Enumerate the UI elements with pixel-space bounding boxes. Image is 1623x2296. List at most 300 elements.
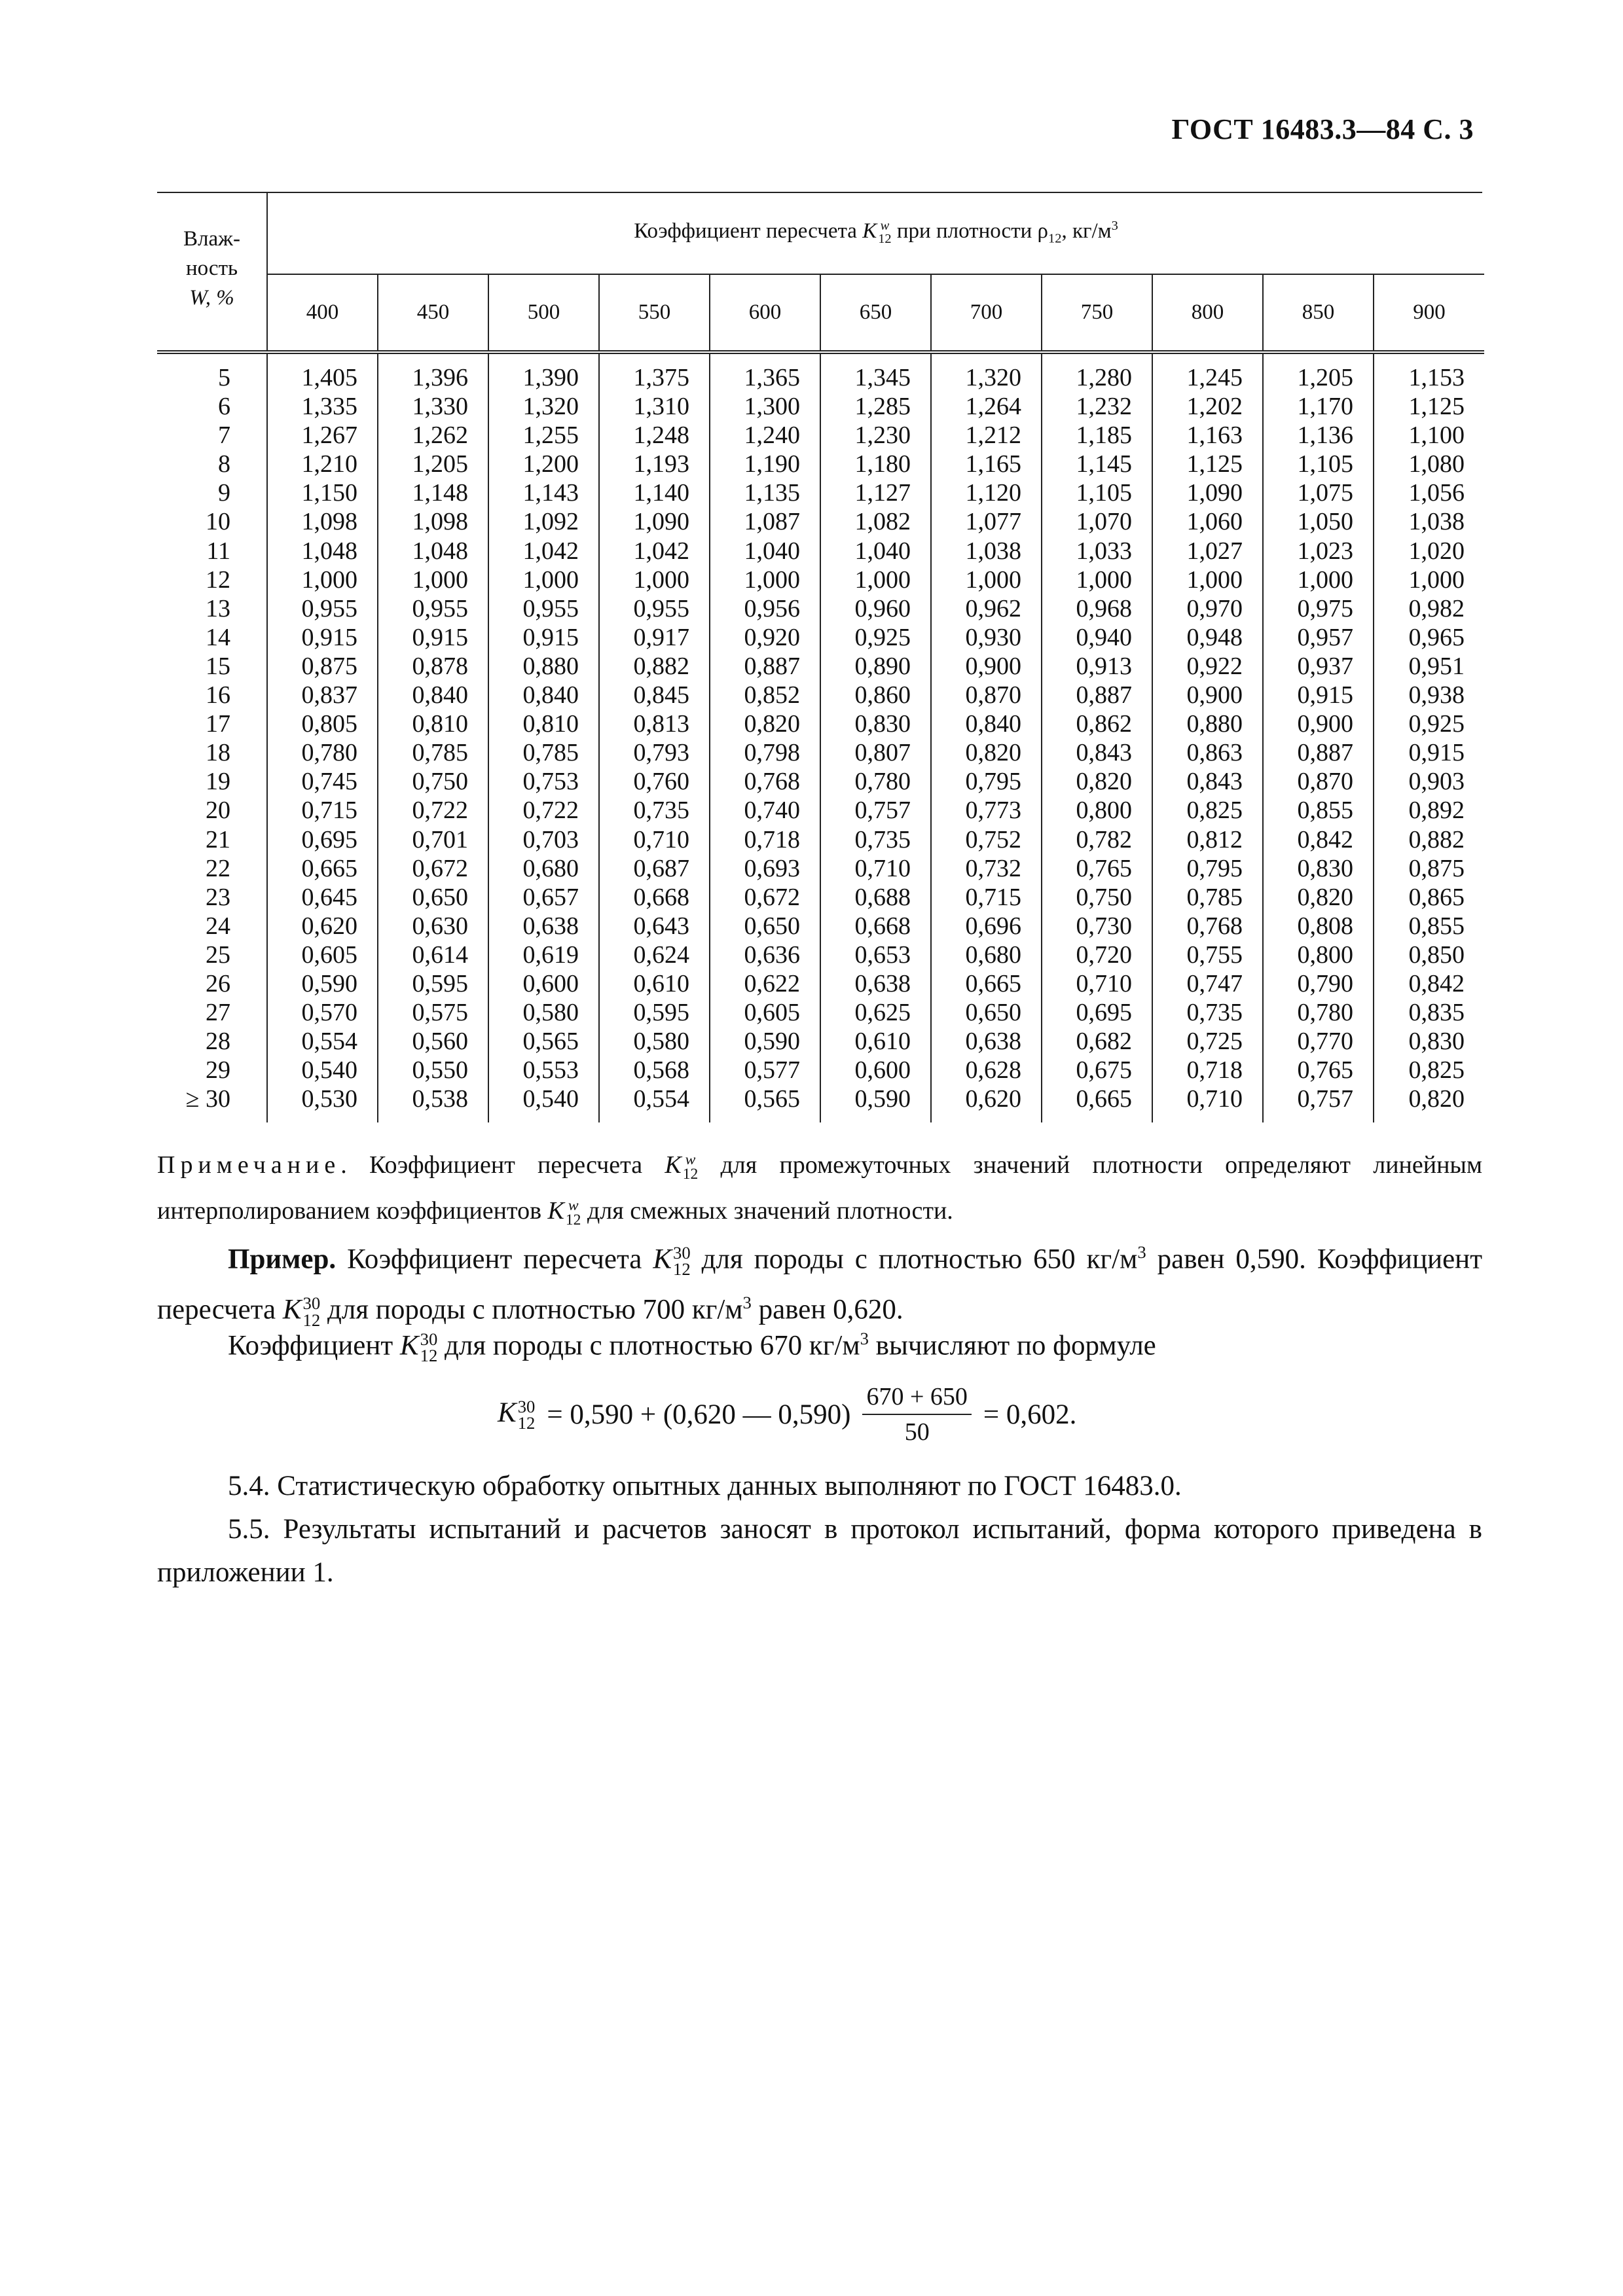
coefficient-cell: 0,915 <box>378 623 488 652</box>
coefficient-cell: 0,710 <box>1152 1085 1263 1122</box>
coefficient-cell: 1,375 <box>599 352 710 392</box>
coefficient-cell: 0,840 <box>931 709 1042 738</box>
moisture-cell: 24 <box>157 912 267 941</box>
moisture-cell: 7 <box>157 421 267 450</box>
table-row <box>157 450 1484 478</box>
coefficient-cell: 1,232 <box>1042 392 1152 421</box>
formula-middle: = 0,590 + (0,620 — 0,590) <box>547 1399 851 1430</box>
coefficient-cell: 1,098 <box>267 507 378 536</box>
coefficient-cell: 0,624 <box>599 941 710 969</box>
coefficient-table <box>157 192 1484 1122</box>
coefficient-cell: 1,000 <box>488 565 599 594</box>
coefficient-cell: 0,780 <box>820 767 931 796</box>
moisture-cell: 9 <box>157 478 267 507</box>
density-header-650: 650 <box>820 274 931 352</box>
moisture-cell: 10 <box>157 507 267 536</box>
coefficient-cell: 0,560 <box>378 1027 488 1056</box>
coefficient-cell: 0,730 <box>1042 912 1152 941</box>
table-row <box>157 767 1484 796</box>
coefficient-cell: 0,580 <box>488 998 599 1027</box>
coefficient-cell: 1,075 <box>1263 478 1374 507</box>
coefficient-cell: 0,740 <box>710 796 820 825</box>
coefficient-cell: 0,665 <box>1042 1085 1152 1122</box>
coefficient-cell: 1,335 <box>267 392 378 421</box>
density-header-550: 550 <box>599 274 710 352</box>
coefficient-cell: 1,023 <box>1263 537 1374 565</box>
coefficient-cell: 0,643 <box>599 912 710 941</box>
coefficient-cell: 1,087 <box>710 507 820 536</box>
coefficient-cell: 1,100 <box>1408 422 1465 450</box>
coefficient-cell: 0,620 <box>931 1085 1042 1122</box>
coefficient-cell: 1,125 <box>1152 450 1263 478</box>
coefficient-cell: 1,070 <box>1042 507 1152 536</box>
coefficient-cell: 0,900 <box>1263 709 1374 738</box>
coefficient-cell: 0,715 <box>267 796 378 825</box>
table-row <box>157 594 1484 623</box>
coefficient-cell: 0,970 <box>1152 594 1263 623</box>
coefficient-cell: 0,820 <box>1263 883 1374 912</box>
coefficient-cell: 1,320 <box>931 352 1042 392</box>
coefficient-cell: 0,565 <box>710 1085 820 1122</box>
coefficient-cell: 0,757 <box>1263 1085 1374 1122</box>
coefficient-cell: 0,553 <box>488 1056 599 1085</box>
coefficient-cell: 1,264 <box>931 392 1042 421</box>
coefficient-cell: 1,185 <box>1042 421 1152 450</box>
coefficient-cell: 0,892 <box>1408 797 1465 825</box>
coefficient-cell: 0,870 <box>1263 767 1374 796</box>
coefficient-cell: 0,808 <box>1263 912 1374 941</box>
coefficient-cell: 0,810 <box>378 709 488 738</box>
coefficient-cell: 0,915 <box>267 623 378 652</box>
coefficient-cell: 0,675 <box>1042 1056 1152 1085</box>
coefficient-cell: 0,812 <box>1152 825 1263 854</box>
coefficient-cell: 1,048 <box>378 537 488 565</box>
coefficient-cell: 1,098 <box>378 507 488 536</box>
coefficient-cell: 0,982 <box>1408 594 1465 622</box>
coefficient-cell: 0,862 <box>1042 709 1152 738</box>
coefficient-cell: 0,619 <box>488 941 599 969</box>
coefficient-cell: 0,956 <box>710 594 820 623</box>
coefficient-cell: 0,975 <box>1263 594 1374 623</box>
table-row <box>157 912 1484 941</box>
coefficient-cell: 0,878 <box>378 652 488 681</box>
coefficient-cell: 0,900 <box>1152 681 1263 709</box>
coefficient-cell: 0,575 <box>378 998 488 1027</box>
coefficient-cell: 1,390 <box>488 352 599 392</box>
coefficient-cell: 0,810 <box>488 709 599 738</box>
coefficient-cell: 1,310 <box>599 392 710 421</box>
coefficient-cell: 1,042 <box>599 537 710 565</box>
density-header-500: 500 <box>488 274 599 352</box>
coefficient-cell: 1,033 <box>1042 537 1152 565</box>
coefficient-cell: 1,056 <box>1408 479 1465 507</box>
coefficient-cell: 1,060 <box>1152 507 1263 536</box>
density-header-400: 400 <box>267 274 378 352</box>
coefficient-cell: 0,620 <box>267 912 378 941</box>
coefficient-cell: 0,843 <box>1042 738 1152 767</box>
table-row <box>157 998 1484 1027</box>
coefficient-cell: 0,782 <box>1042 825 1152 854</box>
coefficient-cell: 0,785 <box>488 738 599 767</box>
coefficient-cell: 0,753 <box>488 767 599 796</box>
coefficient-cell: 1,170 <box>1263 392 1374 421</box>
coefficient-cell: 0,538 <box>378 1085 488 1122</box>
coefficient-cell: 0,668 <box>820 912 931 941</box>
coefficient-cell: 0,920 <box>710 623 820 652</box>
coefficient-cell: 0,937 <box>1263 652 1374 681</box>
coefficient-cell: 0,852 <box>710 681 820 709</box>
coefficient-cell: 0,962 <box>931 594 1042 623</box>
coefficient-cell: 0,800 <box>1263 941 1374 969</box>
coefficient-cell: 1,080 <box>1408 450 1465 478</box>
coefficient-cell: 1,280 <box>1042 352 1152 392</box>
coefficient-cell: 0,780 <box>1263 998 1374 1027</box>
table-row <box>157 623 1484 652</box>
coefficient-cell: 0,957 <box>1263 623 1374 652</box>
coefficient-cell: 0,650 <box>710 912 820 941</box>
coefficient-cell: 0,703 <box>488 825 599 854</box>
coefficient-cell: 0,745 <box>267 767 378 796</box>
coefficient-cell: 1,048 <box>267 537 378 565</box>
coefficient-cell: 1,245 <box>1152 352 1263 392</box>
coefficient-cell: 0,813 <box>599 709 710 738</box>
coefficient-cell: 0,718 <box>710 825 820 854</box>
coefficient-cell: 1,148 <box>378 478 488 507</box>
formula: K 30 12 = 0,590 + (0,620 — 0,590) $\frac{670 + 650}{50}$ = 0,602. <box>498 1380 1076 1449</box>
coefficient-cell: 0,880 <box>488 652 599 681</box>
moisture-cell: 26 <box>157 969 267 998</box>
coefficient-cell: 0,636 <box>710 941 820 969</box>
table-row <box>157 825 1484 854</box>
coefficient-cell: 0,875 <box>1408 854 1465 882</box>
coefficient-cell: 0,693 <box>710 854 820 883</box>
coefficient-cell: 0,614 <box>378 941 488 969</box>
coefficient-cell: 1,000 <box>931 565 1042 594</box>
moisture-header-line-3: W, % <box>189 286 234 310</box>
coefficient-cell: 0,638 <box>820 969 931 998</box>
coefficient-cell: 1,136 <box>1263 421 1374 450</box>
coefficient-cell: 0,951 <box>1408 652 1465 680</box>
coefficient-cell: 1,365 <box>710 352 820 392</box>
coefficient-cell: 1,396 <box>378 352 488 392</box>
table-row <box>157 392 1484 421</box>
coefficient-cell: 0,915 <box>1263 681 1374 709</box>
coefficient-cell: 1,255 <box>488 421 599 450</box>
coefficient-cell: 0,765 <box>1042 854 1152 883</box>
coefficient-cell: 0,695 <box>1042 998 1152 1027</box>
coefficient-cell: 0,800 <box>1042 796 1152 825</box>
coefficient-cell: 0,630 <box>378 912 488 941</box>
coefficient-cell: 0,710 <box>599 825 710 854</box>
moisture-cell: 11 <box>157 537 267 565</box>
coefficient-cell: 0,875 <box>267 652 378 681</box>
coefficient-cell: 1,200 <box>488 450 599 478</box>
table-row <box>157 537 1484 565</box>
coefficient-cell: 0,720 <box>1042 941 1152 969</box>
formula-fraction: $\frac{670 + 650}{50}$ <box>862 1380 971 1449</box>
coefficient-cell: 0,657 <box>488 883 599 912</box>
coefficient-cell: 0,577 <box>710 1056 820 1085</box>
coefficient-cell: 0,682 <box>1042 1027 1152 1056</box>
coefficient-cell: 0,835 <box>1408 999 1465 1027</box>
coefficient-cell: 0,750 <box>378 767 488 796</box>
coefficient-cell: 0,795 <box>931 767 1042 796</box>
coefficient-cell: 1,000 <box>710 565 820 594</box>
coefficient-cell: 1,193 <box>599 450 710 478</box>
coefficient-cell: 0,825 <box>1408 1056 1465 1085</box>
formula-result: = 0,602. <box>983 1399 1077 1430</box>
coefficient-cell: 0,765 <box>1263 1056 1374 1085</box>
coefficient-cell: 0,955 <box>378 594 488 623</box>
coefficient-cell: 0,768 <box>710 767 820 796</box>
coefficient-cell: 0,625 <box>820 998 931 1027</box>
coefficient-cell: 1,267 <box>267 421 378 450</box>
coefficient-cell: 1,230 <box>820 421 931 450</box>
coefficient-cell: 1,027 <box>1152 537 1263 565</box>
coefficient-cell: 0,940 <box>1042 623 1152 652</box>
note-label: Примечание <box>157 1151 341 1179</box>
coefficient-cell: 0,948 <box>1152 623 1263 652</box>
coefficient-cell: 0,752 <box>931 825 1042 854</box>
coefficient-cell: 0,842 <box>1408 969 1465 997</box>
coefficient-cell: 0,955 <box>267 594 378 623</box>
coefficient-cell: 0,850 <box>1408 941 1465 969</box>
coefficient-cell: 0,855 <box>1263 796 1374 825</box>
coefficient-cell: 0,540 <box>488 1085 599 1122</box>
coefficient-cell: 0,820 <box>1042 767 1152 796</box>
density-header-850: 850 <box>1263 274 1374 352</box>
coefficient-cell: 1,000 <box>599 565 710 594</box>
coefficient-cell: 0,790 <box>1263 969 1374 998</box>
coefficient-cell: 1,150 <box>267 478 378 507</box>
coefficient-cell: 1,285 <box>820 392 931 421</box>
coefficient-cell: 0,650 <box>931 998 1042 1027</box>
coefficient-cell: 0,887 <box>1042 681 1152 709</box>
moisture-cell: 29 <box>157 1056 267 1085</box>
coefficient-cell: 1,077 <box>931 507 1042 536</box>
coefficient-cell: 1,105 <box>1042 478 1152 507</box>
coefficient-cell: 0,680 <box>488 854 599 883</box>
coefficient-cell: 1,050 <box>1263 507 1374 536</box>
table-row <box>157 1027 1484 1056</box>
coefficient-cell: 0,610 <box>820 1027 931 1056</box>
coefficient-cell: 0,840 <box>488 681 599 709</box>
coefficient-cell: 0,687 <box>599 854 710 883</box>
moisture-cell: 21 <box>157 825 267 854</box>
coefficient-cell: 1,180 <box>820 450 931 478</box>
table-row <box>157 681 1484 709</box>
coefficient-cell: 1,210 <box>267 450 378 478</box>
coefficient-cell: 0,785 <box>1152 883 1263 912</box>
coefficient-cell: 0,880 <box>1152 709 1263 738</box>
density-header-900: 900 <box>1374 274 1484 352</box>
table-row <box>157 796 1484 825</box>
table-row <box>157 969 1484 998</box>
coefficient-cell: 0,900 <box>931 652 1042 681</box>
coefficient-cell: 0,590 <box>820 1085 931 1122</box>
coefficient-cell: 1,240 <box>710 421 820 450</box>
coefficient-cell: 0,590 <box>267 969 378 998</box>
coefficient-cell: 1,330 <box>378 392 488 421</box>
coefficient-cell: 1,405 <box>267 352 378 392</box>
coefficient-cell: 0,622 <box>710 969 820 998</box>
table-row <box>157 738 1484 767</box>
coefficient-cell: 0,913 <box>1042 652 1152 681</box>
coefficient-cell: 0,732 <box>931 854 1042 883</box>
coefficient-cell: 0,628 <box>931 1056 1042 1085</box>
coefficient-cell: 0,645 <box>267 883 378 912</box>
density-header-row <box>157 274 1484 352</box>
coefficient-cell: 1,000 <box>1263 565 1374 594</box>
coefficient-cell: 0,820 <box>1408 1085 1465 1113</box>
coefficient-cell: 0,747 <box>1152 969 1263 998</box>
coefficient-cell: 0,715 <box>931 883 1042 912</box>
coefficient-cell: 0,807 <box>820 738 931 767</box>
coefficient-cell: 0,870 <box>931 681 1042 709</box>
moisture-header-line-2: ность <box>185 257 238 280</box>
coefficient-cell: 0,842 <box>1263 825 1374 854</box>
coefficient-cell: 0,568 <box>599 1056 710 1085</box>
example-paragraph: Пример. Коэффициент пересчета K 30 12 для породы с плотностью 650 $кг/м^3$ равен 0,590. Коэффициент пересчета K 30 12 для породы с плотностью 700 $кг/м^3$ равен 0,620. <box>157 1242 1482 1330</box>
moisture-cell: 25 <box>157 941 267 969</box>
coefficient-cell: 0,757 <box>820 796 931 825</box>
coefficient-cell: 1,000 <box>267 565 378 594</box>
coefficient-cell: 0,915 <box>488 623 599 652</box>
coefficient-cell: 0,837 <box>267 681 378 709</box>
coefficient-cell: 1,090 <box>1152 478 1263 507</box>
coefficient-cell: 0,925 <box>1408 710 1465 738</box>
moisture-cell: 27 <box>157 998 267 1027</box>
coefficient-cell: 0,695 <box>267 825 378 854</box>
coefficient-cell: 0,735 <box>599 796 710 825</box>
coefficient-cell: 0,701 <box>378 825 488 854</box>
coefficient-cell: 0,917 <box>599 623 710 652</box>
density-header-800: 800 <box>1152 274 1263 352</box>
item-5-4: 5.4. Статистическую обработку опытных данных выполняют по ГОСТ 16483.0. <box>228 1471 1182 1501</box>
coefficient-cell: 0,785 <box>378 738 488 767</box>
coefficient-cell: 0,930 <box>931 623 1042 652</box>
coefficient-cell: 0,793 <box>599 738 710 767</box>
coefficient-cell: 0,863 <box>1152 738 1263 767</box>
coefficient-cell: 1,262 <box>378 421 488 450</box>
coefficient-cell: 0,665 <box>267 854 378 883</box>
coefficient-cell: 1,092 <box>488 507 599 536</box>
coefficient-cell: 0,887 <box>710 652 820 681</box>
coefficient-cell: 0,830 <box>1408 1028 1465 1056</box>
coefficient-cell: 0,915 <box>1408 739 1465 767</box>
moisture-header-line-1: Влаж- <box>183 227 240 251</box>
coefficient-cell: 0,725 <box>1152 1027 1263 1056</box>
coefficient-cell: 0,605 <box>267 941 378 969</box>
table-row <box>157 478 1484 507</box>
coefficient-cell: 1,153 <box>1408 364 1465 391</box>
coefficient-cell: 1,105 <box>1263 450 1374 478</box>
coefficient-cell: 0,718 <box>1152 1056 1263 1085</box>
coefficient-cell: 1,127 <box>820 478 931 507</box>
table-row <box>157 565 1484 594</box>
coefficient-cell: 0,960 <box>820 594 931 623</box>
table-body <box>157 352 1484 1122</box>
coefficient-cell: 0,820 <box>710 709 820 738</box>
table-row <box>157 1085 1484 1122</box>
coefficient-cell: 1,040 <box>820 537 931 565</box>
moisture-cell: 6 <box>157 392 267 421</box>
coefficient-cell: 1,205 <box>378 450 488 478</box>
coefficient-cell: 1,320 <box>488 392 599 421</box>
coefficient-cell: 0,650 <box>378 883 488 912</box>
moisture-cell: 5 <box>157 352 267 392</box>
coefficient-cell: 1,212 <box>931 421 1042 450</box>
coefficient-cell: 0,845 <box>599 681 710 709</box>
moisture-cell: 22 <box>157 854 267 883</box>
coefficient-cell: 0,773 <box>931 796 1042 825</box>
coefficient-cell: 0,696 <box>931 912 1042 941</box>
item-5-5: 5.5. Результаты испытаний и расчетов заносят в протокол испытаний, форма которого приведена в приложении 1. <box>157 1514 1482 1588</box>
coefficient-cell: 0,722 <box>488 796 599 825</box>
coefficient-cell: 0,688 <box>820 883 931 912</box>
coefficient-cell: 0,600 <box>488 969 599 998</box>
density-header-600: 600 <box>710 274 820 352</box>
coefficient-cell: 1,082 <box>820 507 931 536</box>
density-header-750: 750 <box>1042 274 1152 352</box>
coefficient-cell: 0,580 <box>599 1027 710 1056</box>
coefficient-cell: 0,595 <box>378 969 488 998</box>
coefficient-cell: 1,042 <box>488 537 599 565</box>
coefficient-cell: 0,830 <box>1263 854 1374 883</box>
coefficient-cell: 0,938 <box>1408 681 1465 709</box>
table-row <box>157 507 1484 536</box>
density-header-700: 700 <box>931 274 1042 352</box>
coefficient-cell: 0,540 <box>267 1056 378 1085</box>
coefficient-cell: 1,140 <box>599 478 710 507</box>
moisture-cell: 8 <box>157 450 267 478</box>
coefficient-cell: 0,770 <box>1263 1027 1374 1056</box>
coefficient-cell: 0,887 <box>1263 738 1374 767</box>
coefficient-cell: 0,805 <box>267 709 378 738</box>
coefficient-cell: 0,890 <box>820 652 931 681</box>
coefficient-cell: 1,125 <box>1408 393 1465 421</box>
coefficient-cell: 0,955 <box>488 594 599 623</box>
coefficient-cell: 1,300 <box>710 392 820 421</box>
coefficient-cell: 0,882 <box>599 652 710 681</box>
coefficient-cell: 1,345 <box>820 352 931 392</box>
coefficient-cell: 0,825 <box>1152 796 1263 825</box>
coefficient-cell: 1,000 <box>1042 565 1152 594</box>
moisture-header <box>157 192 267 352</box>
coefficient-cell: 0,855 <box>1408 912 1465 940</box>
moisture-cell: 23 <box>157 883 267 912</box>
moisture-cell: 12 <box>157 565 267 594</box>
coefficient-cell: 1,205 <box>1263 352 1374 392</box>
coefficient-cell: 1,000 <box>1408 565 1465 594</box>
coefficient-cell: 0,605 <box>710 998 820 1027</box>
table-row <box>157 352 1484 392</box>
coefficient-cell: 1,020 <box>1408 537 1465 565</box>
table-row <box>157 709 1484 738</box>
coefficient-cell: 0,710 <box>1042 969 1152 998</box>
coefficient-cell: 1,038 <box>1408 508 1465 536</box>
coefficient-cell: 1,145 <box>1042 450 1152 478</box>
moisture-cell: 19 <box>157 767 267 796</box>
coefficient-cell: 0,820 <box>931 738 1042 767</box>
coefficient-cell: 0,903 <box>1408 768 1465 796</box>
coefficient-cell: 0,653 <box>820 941 931 969</box>
coefficient-cell: 0,755 <box>1152 941 1263 969</box>
coefficient-cell: 0,595 <box>599 998 710 1027</box>
coefficient-cell: 0,610 <box>599 969 710 998</box>
table-top-rule <box>157 192 1482 193</box>
coefficient-cell: 0,795 <box>1152 854 1263 883</box>
